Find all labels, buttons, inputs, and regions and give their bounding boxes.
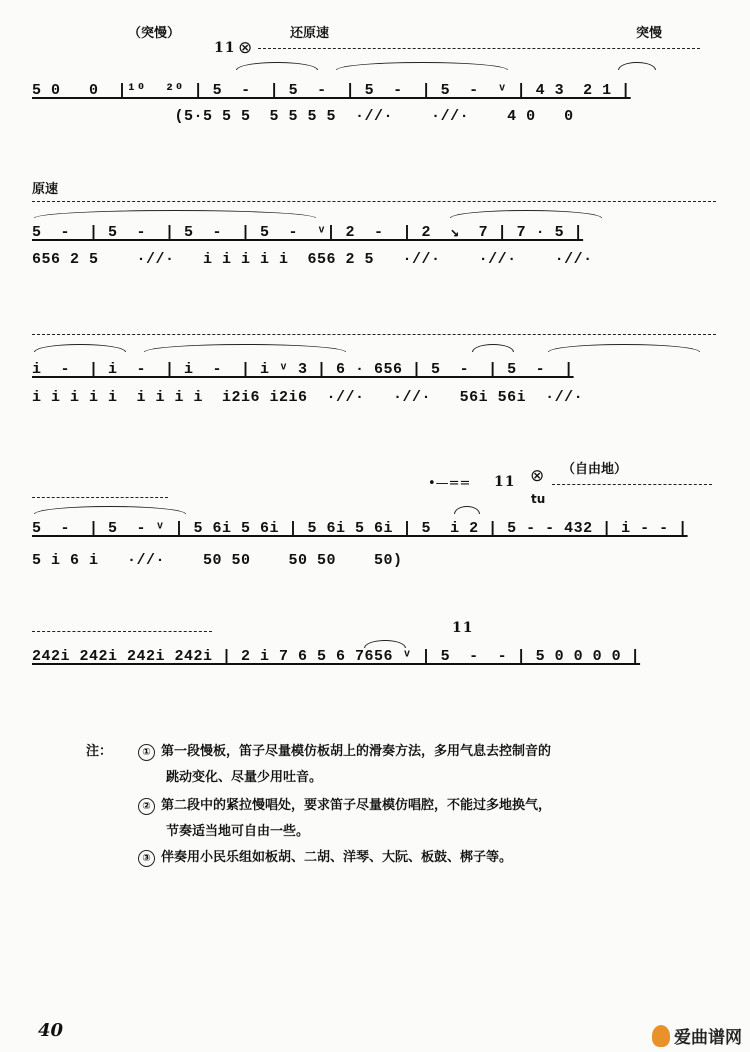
slur: [34, 210, 316, 218]
site-logo: [652, 1023, 742, 1048]
slur: [236, 62, 318, 70]
tempo-line: [32, 631, 212, 632]
note-item: [138, 794, 551, 815]
note-item: [138, 740, 551, 761]
slur: [34, 344, 126, 352]
slur: [548, 344, 700, 352]
note-text: 第一段慢板，笛子尽量模仿板胡上的滑奏方法，多用气息去控制音的: [161, 744, 552, 759]
slur: [472, 344, 514, 352]
note-text: 跳动变化、尽量少用吐音。: [166, 770, 323, 785]
note-text: 伴奏用小民乐组如板胡、二胡、洋琴、大阮、板鼓、梆子等。: [161, 850, 513, 865]
tempo-mark-free: （自由地）: [562, 462, 628, 477]
tempo-line: [552, 484, 712, 485]
score-row-upper: 5 - | 5 - ᵛ | 5 6i 5 6i | 5 6i 5 6i | 5 i 2 | 5 - - 432 | i - - |: [32, 520, 688, 537]
note-number: ②: [138, 798, 155, 815]
notes-label: 注：: [86, 744, 113, 759]
note-number: ①: [138, 744, 155, 761]
crescendo-icon: •—==: [428, 476, 471, 491]
slur: [454, 506, 480, 514]
tempo-mark-sudden-slow: 突慢: [636, 26, 663, 41]
tempo-mark-return: 还原速: [290, 26, 330, 41]
slur: [336, 62, 508, 70]
score-row-lower: (5·5 5 5 5 5 5 5 ·//· ·//· 4 0 0: [32, 108, 574, 125]
slur: [364, 640, 406, 648]
note-text: 第二段中的紧拉慢唱处，要求笛子尽量模仿唱腔，不能过多地换气，: [161, 798, 552, 813]
breath-mark: 11: [452, 620, 474, 636]
tempo-mark-slow: （突慢）: [128, 26, 181, 41]
score-row-lower: i i i i i i i i i i2i6 i2i6 ·//· ·//· 56i 56i ·//·: [32, 389, 584, 406]
page-number: 40: [38, 1020, 64, 1041]
tempo-line: [258, 48, 700, 49]
breath-mark: 11: [214, 40, 236, 56]
tempo-line: [32, 497, 168, 498]
slur: [450, 210, 602, 218]
breath-mark: 11: [494, 474, 516, 490]
slur: [34, 506, 186, 514]
watermark-text: 爱曲谱网: [674, 1028, 742, 1048]
tempo-mark-original: 原速: [32, 182, 59, 197]
tempo-line: [32, 334, 716, 335]
score-row-lower: 5 i 6 i ·//· 50 50 50 50 50): [32, 552, 403, 569]
score-row-upper: 5 0 0 |¹⁰ ²⁰ | 5 - | 5 - | 5 - | 5 - ᵛ | 4 3 2 1 |: [32, 82, 631, 99]
score-row-lower: 656 2 5 ·//· i i i i i 656 2 5 ·//· ·//· ·//·: [32, 251, 593, 268]
circle-cross-icon: ⊗: [530, 466, 545, 486]
score-row-upper: 242i 242i 242i 242i | 2 i 7 6 5 6 7656 ᵛ | 5 - - | 5 0 0 0 0 |: [32, 648, 641, 665]
tu-mark: tu: [531, 492, 546, 506]
note-number: ③: [138, 850, 155, 867]
slur: [618, 62, 656, 70]
score-row-upper: i - | i - | i - | i ᵛ 3 | 6 · 656 | 5 - | 5 - |: [32, 361, 574, 378]
note-item: [138, 846, 512, 867]
tempo-line: [32, 201, 716, 202]
note-text: 节奏适当地可自由一些。: [166, 824, 310, 839]
slur: [144, 344, 346, 352]
circle-cross-icon: ⊗: [238, 38, 253, 58]
flame-icon: [652, 1025, 670, 1047]
score-row-upper: 5 - | 5 - | 5 - | 5 - ᵛ| 2 - | 2 ↘ 7 | 7 · 5 |: [32, 224, 584, 241]
